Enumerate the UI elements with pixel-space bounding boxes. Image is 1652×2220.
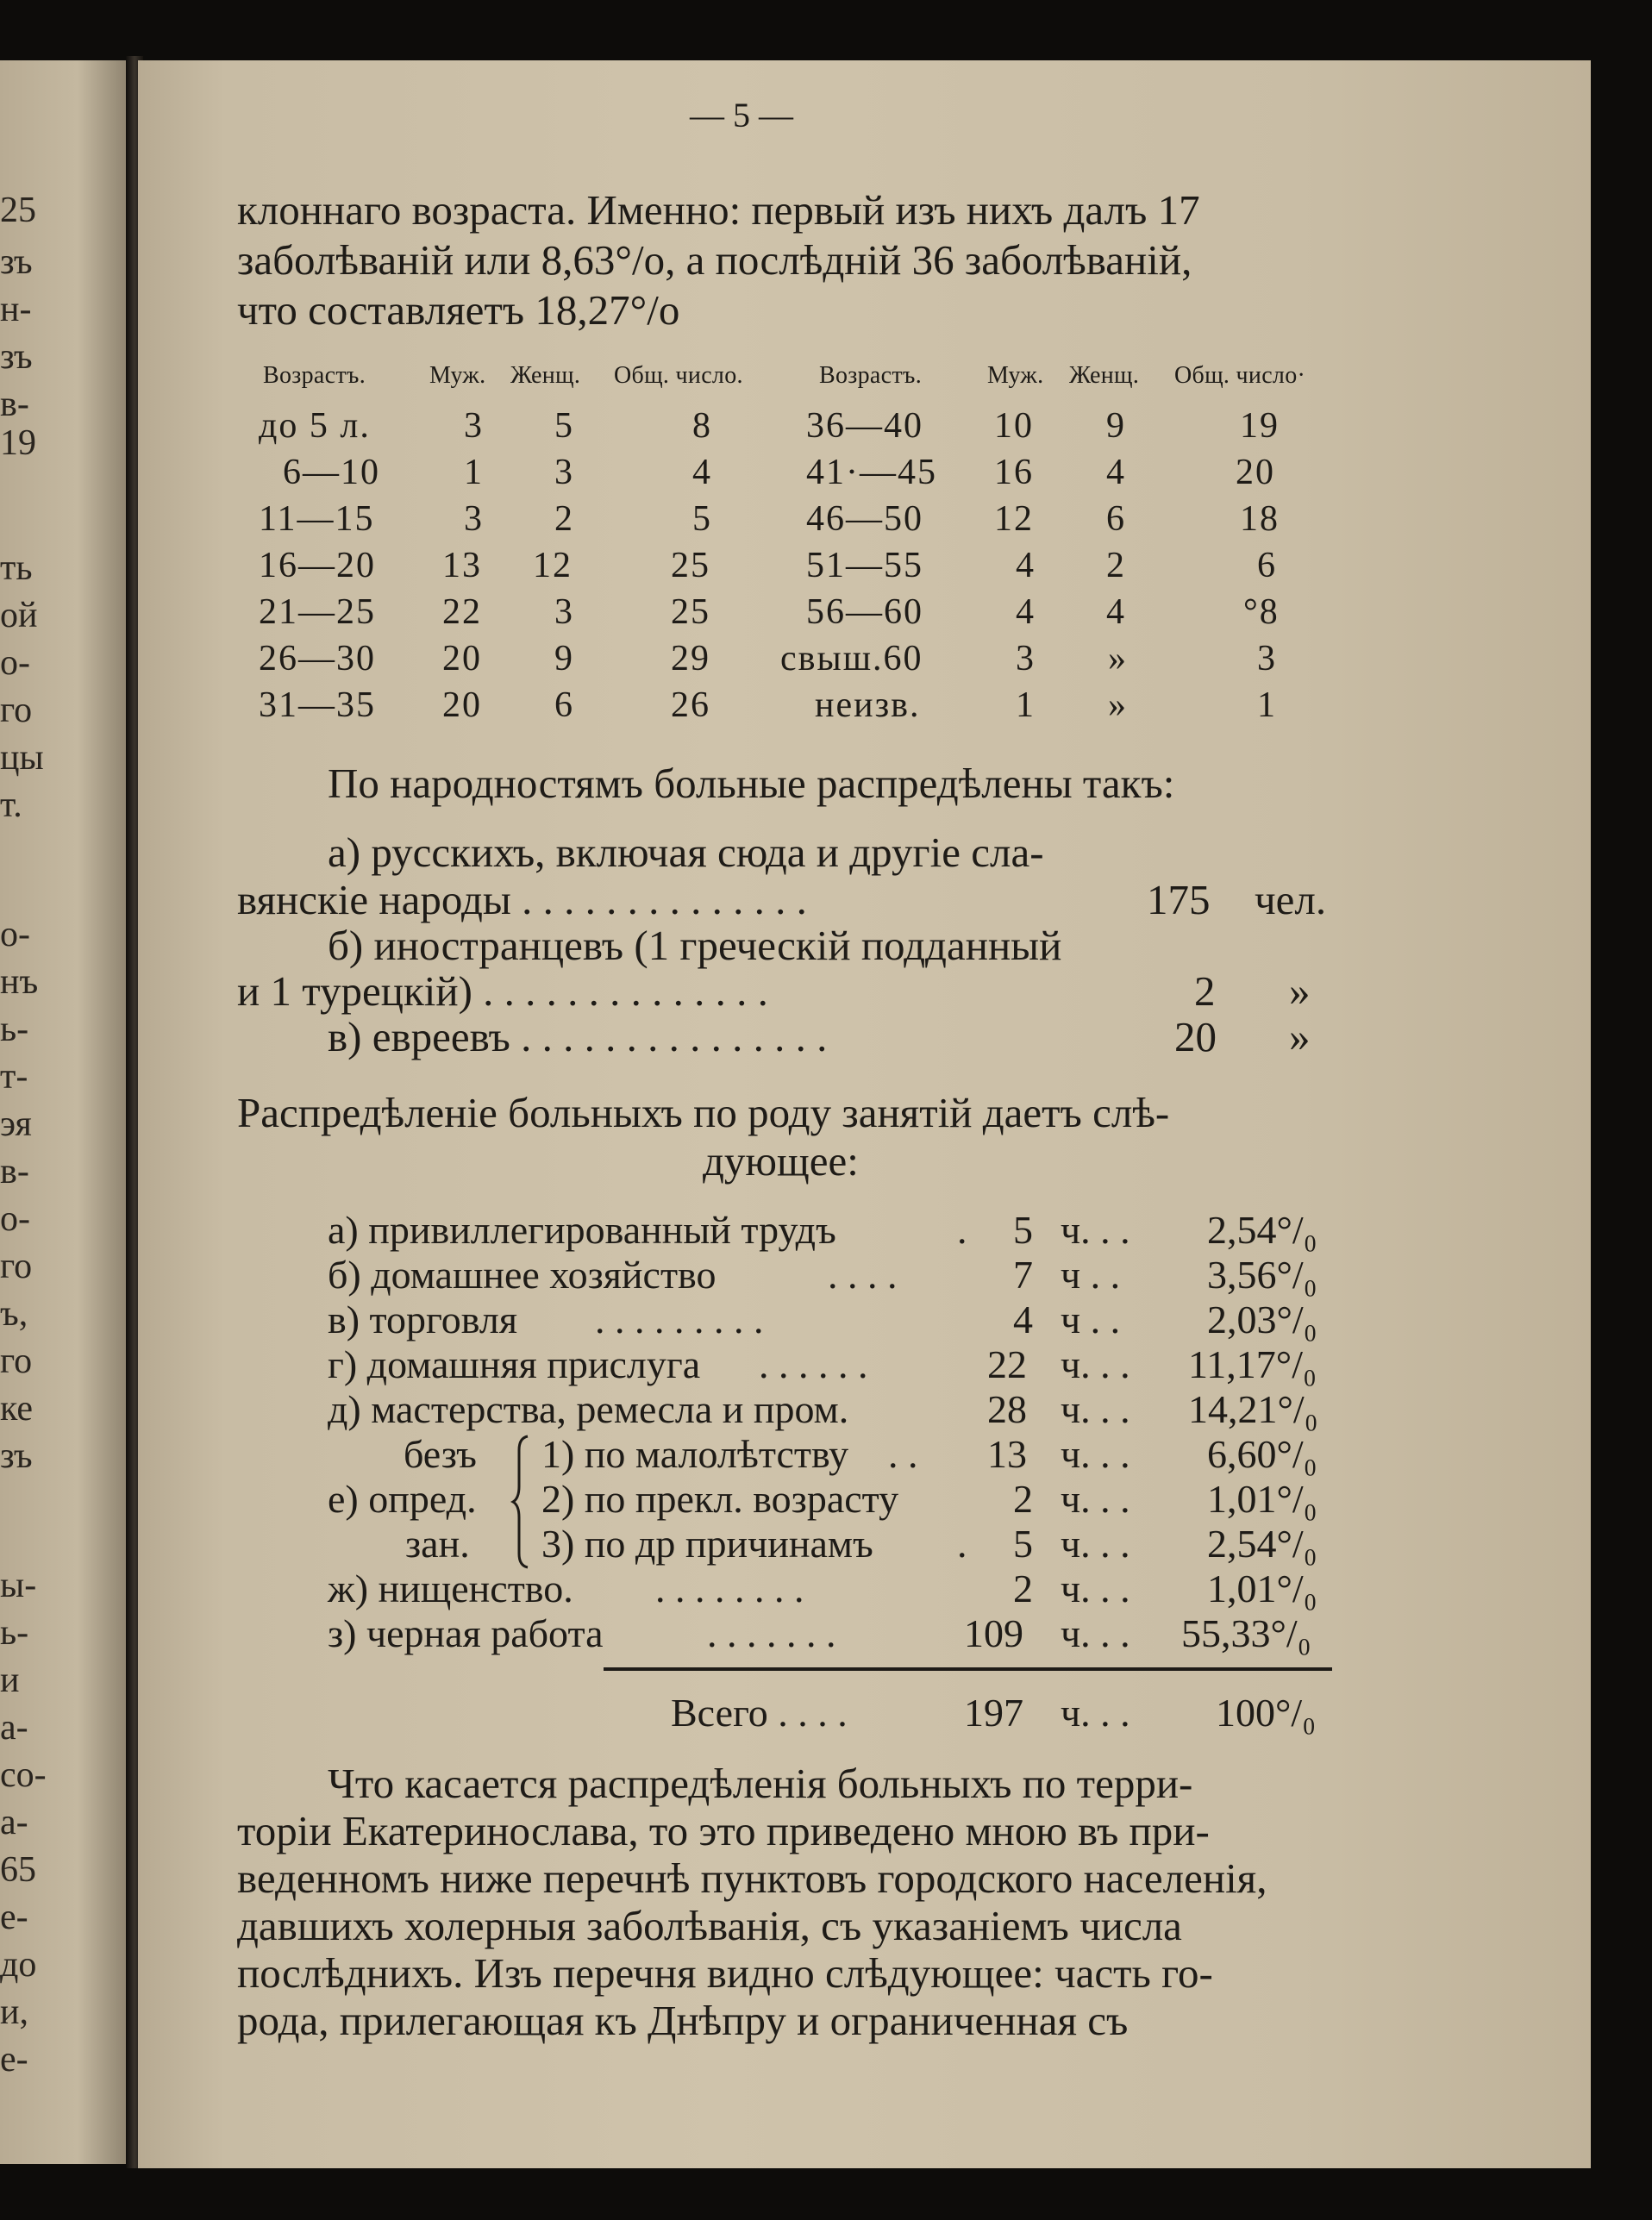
occupation-count: 2 (1013, 1477, 1033, 1521)
margin-fragment: о- (0, 643, 30, 683)
margin-fragment: зъ (0, 337, 33, 377)
table-cell: 36—40 (806, 406, 923, 446)
occupation-count: 4 (1013, 1298, 1033, 1341)
group-label: е) опред. (328, 1477, 477, 1521)
table-cell: 29 (671, 639, 710, 679)
table-cell: 20 (1236, 453, 1275, 492)
occupation-unit: ч . . (1061, 1253, 1121, 1297)
margin-fragment: ой (0, 596, 38, 635)
occupation-percent: 3,56°/₀ (1207, 1253, 1317, 1297)
table-cell: 1 (464, 453, 484, 492)
table-cell: 3 (464, 406, 484, 446)
occupation-percent: 2,03°/₀ (1207, 1298, 1317, 1341)
table-cell: 4 (1016, 592, 1036, 632)
table-cell: 4 (1106, 453, 1126, 492)
occupation-unit: ч. . . (1061, 1342, 1130, 1386)
closing-line: рода, прилегающая къ Днѣпру и ограниченная съ (237, 1997, 1129, 2044)
occupation-dots: . . . . . . . (707, 1611, 836, 1655)
occupation-label: г) домашняя прислуга (328, 1342, 701, 1386)
occupation-dots: . (957, 1522, 967, 1566)
occupation-percent: 55,33°/₀ (1181, 1611, 1311, 1655)
margin-fragment: до (0, 1945, 37, 1985)
table-cell: 20 (442, 685, 482, 725)
occupation-label: 3) по др причинамъ (541, 1522, 873, 1566)
table-cell: 1 (1016, 685, 1036, 725)
table-cell: 8 (692, 406, 712, 446)
nationality-line: вянскіе народы . . . . . . . . . . . . . . (237, 876, 807, 923)
table-cell: 51—55 (806, 546, 923, 585)
table-cell: 3 (554, 453, 574, 492)
nationality-value: 175 (1147, 876, 1211, 923)
occupation-count: 5 (1013, 1208, 1033, 1252)
occupation-dots: . . (888, 1432, 918, 1476)
total-unit: ч. . . (1061, 1691, 1130, 1735)
table-header: Муж. (987, 362, 1044, 389)
occupation-percent: 6,60°/₀ (1207, 1432, 1317, 1476)
table-cell: 13 (442, 546, 482, 585)
nationality-line: и 1 турецкій) . . . . . . . . . . . . . . (237, 967, 768, 1015)
margin-fragment: ь- (0, 1010, 29, 1049)
table-cell: 5 (692, 499, 712, 539)
occupation-percent: 2,54°/₀ (1207, 1208, 1317, 1252)
nationality-value: 20 (1174, 1013, 1217, 1060)
occupation-title: Распредѣленіе больныхъ по роду занятій даетъ слѣ- (237, 1089, 1170, 1136)
nationality-line: б) иностранцевъ (1 греческій подданный (328, 922, 1062, 969)
occupation-count: 7 (1013, 1253, 1033, 1297)
occupation-unit: ч. . . (1061, 1208, 1130, 1252)
table-header: Возрастъ. (263, 362, 366, 389)
nationality-value: 2 (1194, 967, 1216, 1015)
margin-fragment: зъ (0, 1436, 33, 1476)
table-header: Женщ. (1069, 362, 1140, 389)
margin-fragment: ке (0, 1389, 34, 1429)
margin-fragment: о- (0, 1199, 30, 1239)
margin-fragment: т. (0, 785, 22, 825)
previous-page-strip (0, 60, 129, 2164)
margin-fragment: го (0, 1247, 33, 1286)
table-cell: до 5 л. (259, 406, 371, 446)
closing-line: торіи Екатеринослава, то это приведено мною въ при- (237, 1807, 1210, 1854)
margin-fragment: 25 (0, 191, 36, 230)
occupation-label: 2) по прекл. возрасту (541, 1477, 899, 1521)
margin-fragment: и, (0, 1992, 28, 2032)
margin-fragment: 19 (0, 423, 36, 463)
table-cell: 22 (442, 592, 482, 632)
table-header: Общ. число· (1174, 362, 1306, 389)
nationality-unit: » (1289, 967, 1311, 1015)
table-cell: 9 (554, 639, 574, 679)
table-cell: 1 (1257, 685, 1277, 725)
nationality-line: а) русскихъ, включая сюда и другіе сла- (328, 829, 1044, 876)
group-label: безъ (404, 1432, 477, 1476)
table-cell: 3 (1016, 639, 1036, 679)
margin-fragment: го (0, 1341, 33, 1381)
margin-fragment: ы- (0, 1566, 37, 1605)
page-number: — 5 — (690, 96, 793, 134)
table-cell: 46—50 (806, 499, 923, 539)
table-cell: 6 (554, 685, 574, 725)
table-cell: 4 (1016, 546, 1036, 585)
closing-line: веденномъ ниже перечнѣ пунктовъ городского населенія, (237, 1854, 1267, 1902)
table-header: Общ. число. (614, 362, 743, 389)
occupation-count: 28 (987, 1387, 1027, 1431)
table-cell: 6 (1106, 499, 1126, 539)
closing-line: Что касается распредѣленія больныхъ по терри- (328, 1760, 1193, 1807)
closing-line: послѣднихъ. Изъ перечня видно слѣдующее: часть го- (237, 1949, 1213, 1997)
table-cell: 2 (1106, 546, 1126, 585)
table-cell: °8 (1243, 592, 1280, 632)
table-cell: неизв. (815, 685, 921, 725)
table-cell: 16 (994, 453, 1034, 492)
occupation-count: 22 (987, 1342, 1027, 1386)
occupation-percent: 1,01°/₀ (1207, 1477, 1317, 1521)
occupation-dots: . . . . . . . . . (595, 1298, 764, 1341)
table-cell: » (1108, 639, 1128, 679)
nationality-line: в) евреевъ . . . . . . . . . . . . . . . (328, 1013, 828, 1060)
occupation-count: 5 (1013, 1522, 1033, 1566)
table-cell: 16—20 (259, 546, 376, 585)
occupation-unit: ч. . . (1061, 1522, 1130, 1566)
table-cell: 4 (692, 453, 712, 492)
table-header: Женщ. (510, 362, 581, 389)
occupation-unit: ч . . (1061, 1298, 1121, 1341)
table-cell: 56—60 (806, 592, 923, 632)
table-cell: 11—15 (259, 499, 375, 539)
table-cell: » (1108, 685, 1128, 725)
occupation-label: з) черная работа (328, 1611, 604, 1655)
table-cell: 9 (1106, 406, 1126, 446)
occupation-label: б) домашнее хозяйство (328, 1253, 716, 1297)
margin-fragment: 65 (0, 1850, 36, 1890)
occupation-count: 109 (964, 1611, 1023, 1655)
margin-fragment: о- (0, 915, 30, 954)
occupation-label: ж) нищенство. (328, 1567, 573, 1610)
margin-fragment: цы (0, 738, 44, 778)
margin-fragment: е- (0, 2040, 28, 2079)
occupation-unit: ч. . . (1061, 1387, 1130, 1431)
margin-fragment: нъ (0, 962, 39, 1002)
table-cell: 12 (994, 499, 1034, 539)
occupation-unit: ч. . . (1061, 1432, 1130, 1476)
occupation-label: а) привиллегированный трудъ (328, 1208, 836, 1252)
table-cell: 4 (1106, 592, 1126, 632)
margin-fragment: н- (0, 290, 32, 329)
table-cell: 3 (464, 499, 484, 539)
margin-fragment: а- (0, 1803, 28, 1842)
margin-fragment: е- (0, 1898, 28, 1937)
margin-fragment: со- (0, 1755, 47, 1795)
table-header: Муж. (429, 362, 486, 389)
occupation-unit: ч. . . (1061, 1477, 1130, 1521)
nationality-unit: чел. (1255, 876, 1327, 923)
group-label: зан. (405, 1522, 470, 1566)
occupation-percent: 14,21°/₀ (1188, 1387, 1318, 1431)
occupation-dots: . (957, 1208, 967, 1252)
occupation-count: 2 (1013, 1567, 1033, 1610)
table-cell: 6—10 (283, 453, 380, 492)
margin-fragment: ть (0, 548, 33, 588)
table-cell: 25 (671, 546, 710, 585)
occupation-percent: 1,01°/₀ (1207, 1567, 1317, 1610)
table-cell: свыш.60 (780, 639, 923, 679)
occupation-unit: ч. . . (1061, 1611, 1130, 1655)
occupation-count: 13 (987, 1432, 1027, 1476)
table-cell: 3 (1257, 639, 1277, 679)
occupation-dots: . . . . . . (759, 1342, 868, 1386)
table-cell: 3 (554, 592, 574, 632)
intro-line: что составляетъ 18,27°/о (237, 286, 680, 334)
margin-fragment: го (0, 691, 33, 730)
table-cell: 5 (554, 406, 574, 446)
margin-fragment: ъ, (0, 1294, 28, 1334)
occupation-label: д) мастерства, ремесла и пром. (328, 1387, 849, 1431)
margin-fragment: в- (0, 385, 29, 424)
table-cell: 21—25 (259, 592, 376, 632)
table-header: Возрастъ. (819, 362, 923, 389)
closing-line: давшихъ холерныя заболѣванія, съ указаніемъ числа (237, 1902, 1182, 1949)
occupation-dots: . . . . . . . . (655, 1567, 804, 1610)
table-cell: 26—30 (259, 639, 376, 679)
total-count: 197 (964, 1691, 1023, 1735)
margin-fragment: т- (0, 1057, 28, 1097)
total-percent: 100°/₀ (1216, 1691, 1317, 1735)
total-rule (604, 1667, 1332, 1671)
table-cell: 31—35 (259, 685, 376, 725)
margin-fragment: в- (0, 1152, 29, 1191)
occupation-percent: 2,54°/₀ (1207, 1522, 1317, 1566)
table-cell: 6 (1257, 546, 1277, 585)
intro-line: заболѣваній или 8,63°/о, а послѣдній 36 заболѣваній, (237, 236, 1192, 284)
table-cell: 41·—45 (806, 453, 937, 492)
margin-fragment: а- (0, 1708, 28, 1748)
total-label: Всего . . . . (671, 1691, 848, 1735)
table-cell: 19 (1240, 406, 1280, 446)
occupation-unit: ч. . . (1061, 1567, 1130, 1610)
table-cell: 18 (1240, 499, 1280, 539)
table-cell: 12 (533, 546, 573, 585)
brace-icon (510, 1433, 536, 1571)
occupation-label: в) торговля (328, 1298, 517, 1341)
occupation-dots: . . . . (828, 1253, 898, 1297)
margin-fragment: зъ (0, 242, 33, 282)
table-cell: 10 (994, 406, 1034, 446)
occupation-label: 1) по малолѣтству (541, 1432, 849, 1476)
margin-fragment: ь- (0, 1613, 29, 1653)
intro-line: клоннаго возраста. Именно: первый изъ нихъ далъ 17 (237, 186, 1200, 234)
margin-fragment: и (0, 1660, 20, 1700)
nationality-unit: » (1289, 1013, 1311, 1060)
occupation-title-cont: дующее: (703, 1137, 859, 1185)
table-cell: 25 (671, 592, 710, 632)
margin-fragment: эя (0, 1104, 32, 1144)
table-cell: 26 (671, 685, 710, 725)
occupation-percent: 11,17°/₀ (1188, 1342, 1317, 1386)
table-cell: 2 (554, 499, 574, 539)
nationality-title: По народностямъ больные распредѣлены такъ: (328, 760, 1175, 807)
table-cell: 20 (442, 639, 482, 679)
